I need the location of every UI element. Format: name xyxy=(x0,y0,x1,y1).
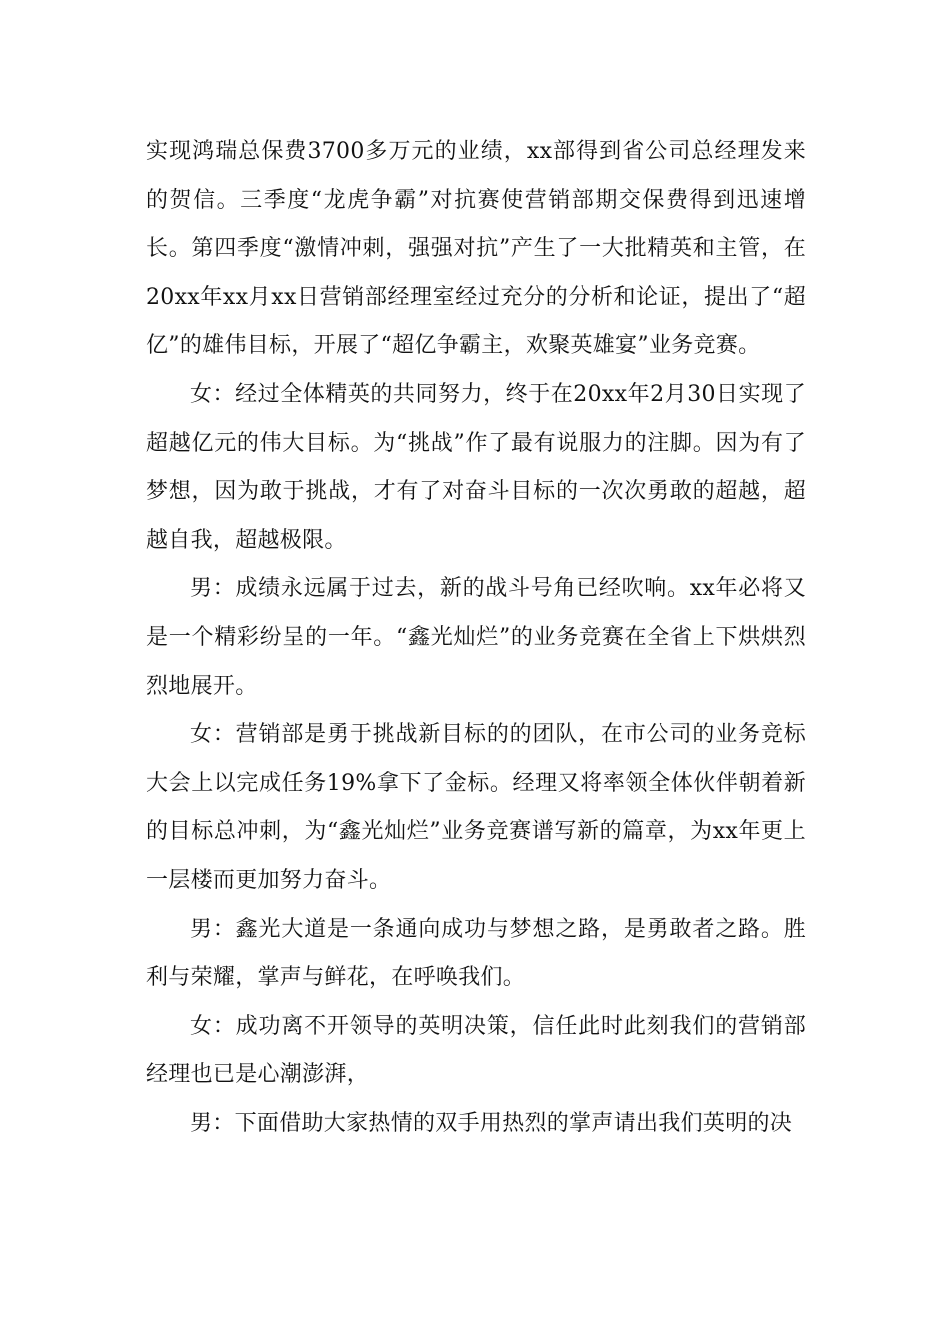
paragraph-male-1: 男：成绩永远属于过去，新的战斗号角已经吹响。xx年必将又是一个精彩纷呈的一年。“鑫光灿烂”的业务竞赛在全省上下烘烘烈烈地展开。 xyxy=(146,576,806,699)
paragraph-female-3: 女：成功离不开领导的英明决策，信任此时此刻我们的营销部经理也已是心潮澎湃， xyxy=(146,1013,806,1088)
paragraph-male-2: 男：鑫光大道是一条通向成功与梦想之路，是勇敢者之路。胜利与荣耀，掌声与鲜花，在呼唤我们。 xyxy=(146,916,806,991)
paragraph-continuation: 实现鸿瑞总保费3700多万元的业绩，xx部得到省公司总经理发来的贺信。三季度“龙虎争霸”对抗赛使营销部期交保费得到迅速增长。第四季度“激情冲刺，强强对抗”产生了一大批精英和主管，在20xx年xx月xx日营销部经理室经过充分的分析和论证，提出了“超亿”的雄伟目标，开展了“超亿争霸主，欢聚英雄宴”业务竞赛。 xyxy=(146,139,806,359)
paragraph-male-3: 男：下面借助大家热情的双手用热烈的掌声请出我们英明的决 xyxy=(190,1110,793,1136)
document-body xyxy=(146,128,806,1148)
paragraph-female-1: 女：经过全体精英的共同努力，终于在20xx年2月30日实现了超越亿元的伟大目标。为“挑战”作了最有说服力的注脚。因为有了梦想，因为敢于挑战，才有了对奋斗目标的一次次勇敢的超越，超越自我，超越极限。 xyxy=(146,381,806,553)
paragraph-female-2: 女：营销部是勇于挑战新目标的的团队，在市公司的业务竞标大会上以完成任务19%拿下了金标。经理又将率领全体伙伴朝着新的目标总冲刺，为“鑫光灿烂”业务竞赛谱写新的篇章，为xx年更上一层楼而更加努力奋斗。 xyxy=(146,722,806,893)
